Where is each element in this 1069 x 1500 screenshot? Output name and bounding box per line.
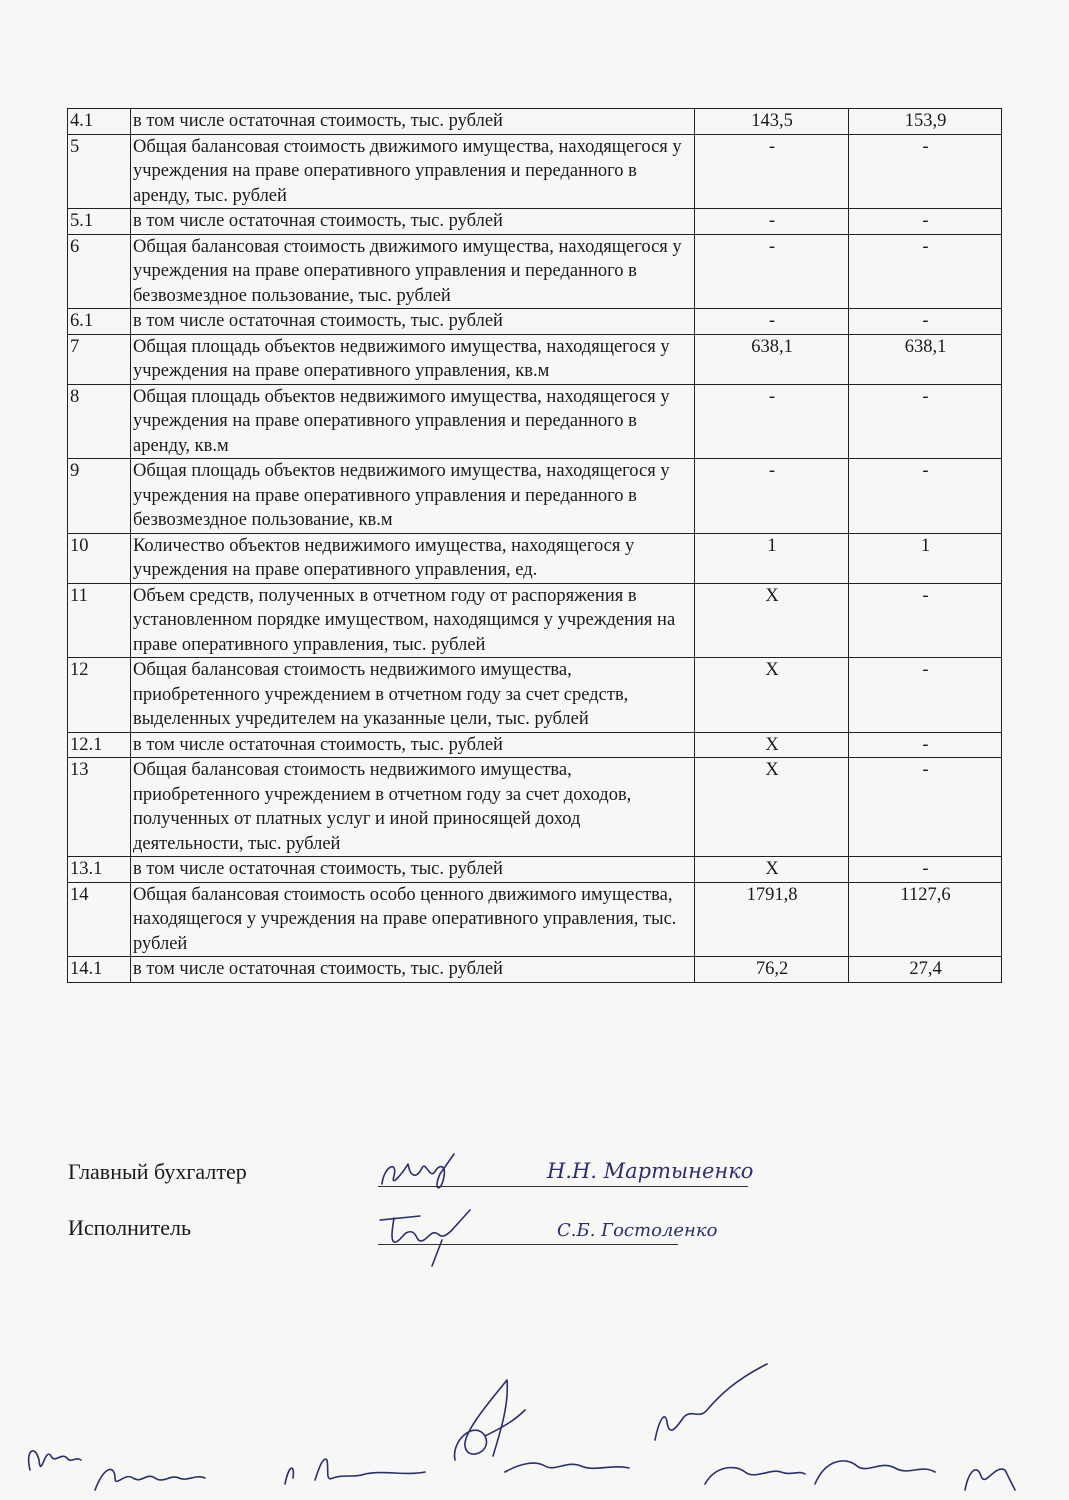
value-previous-year-cell: 76,2 [695, 957, 849, 983]
row-number-cell: 13.1 [68, 857, 131, 883]
table-row [68, 583, 1002, 658]
table-row [68, 957, 1002, 983]
row-number-cell: 5 [68, 134, 131, 209]
value-previous-year-cell: Х [695, 857, 849, 883]
row-description-cell: Общая площадь объектов недвижимого имущества, находящегося у учреждения на праве оперативного управления и переданного в аренду, кв.м [131, 384, 695, 459]
value-reporting-year-cell: 1 [849, 533, 1002, 583]
row-number-cell: 8 [68, 384, 131, 459]
table-row [68, 857, 1002, 883]
value-previous-year-cell: Х [695, 732, 849, 758]
table-row [68, 459, 1002, 534]
table-row [68, 209, 1002, 235]
value-reporting-year-cell: - [849, 309, 1002, 335]
executor-signature [372, 1200, 752, 1270]
row-description-cell: Общая балансовая стоимость недвижимого имущества, приобретенного учреждением в отчетном году за счет доходов, полученных от платных услуг и иной приносящей доход деятельности, тыс. рублей [131, 758, 695, 857]
table-row [68, 109, 1002, 135]
executor-name: С.Б. Гостоленко [557, 1220, 718, 1241]
commission-signatures [15, 1360, 1055, 1500]
value-reporting-year-cell: - [849, 134, 1002, 209]
row-description-cell: Общая балансовая стоимость особо ценного движимого имущества, находящегося у учреждения на праве оперативного управления, тыс. рублей [131, 882, 695, 957]
value-reporting-year-cell: - [849, 459, 1002, 534]
value-reporting-year-cell: - [849, 758, 1002, 857]
row-description-cell: в том числе остаточная стоимость, тыс. рублей [131, 109, 695, 135]
value-reporting-year-cell: - [849, 234, 1002, 309]
value-reporting-year-cell: - [849, 857, 1002, 883]
row-description-cell: Объем средств, полученных в отчетном году от распоряжения в установленном порядке имуществом, находящимся у учреждения на праве оперативного управления, тыс. рублей [131, 583, 695, 658]
table-row [68, 309, 1002, 335]
table-row [68, 758, 1002, 857]
table-row [68, 533, 1002, 583]
row-number-cell: 6 [68, 234, 131, 309]
value-reporting-year-cell: 27,4 [849, 957, 1002, 983]
value-previous-year-cell: Х [695, 583, 849, 658]
value-previous-year-cell: - [695, 209, 849, 235]
value-previous-year-cell: - [695, 459, 849, 534]
row-number-cell: 6.1 [68, 309, 131, 335]
row-number-cell: 14 [68, 882, 131, 957]
value-previous-year-cell: - [695, 134, 849, 209]
row-description-cell: Общая площадь объектов недвижимого имущества, находящегося у учреждения на праве оперативного управления и переданного в безвозмездное пользование, кв.м [131, 459, 695, 534]
value-reporting-year-cell: 153,9 [849, 109, 1002, 135]
value-previous-year-cell: 1791,8 [695, 882, 849, 957]
row-description-cell: в том числе остаточная стоимость, тыс. рублей [131, 209, 695, 235]
row-number-cell: 11 [68, 583, 131, 658]
table-row [68, 882, 1002, 957]
value-previous-year-cell: 638,1 [695, 334, 849, 384]
value-previous-year-cell: - [695, 384, 849, 459]
value-previous-year-cell: - [695, 234, 849, 309]
value-reporting-year-cell: 1127,6 [849, 882, 1002, 957]
executor-label: Исполнитель [68, 1215, 192, 1240]
row-description-cell: в том числе остаточная стоимость, тыс. рублей [131, 857, 695, 883]
table-row [68, 134, 1002, 209]
table-row [68, 234, 1002, 309]
value-previous-year-cell: 1 [695, 533, 849, 583]
value-previous-year-cell: Х [695, 658, 849, 733]
value-reporting-year-cell: - [849, 732, 1002, 758]
row-description-cell: в том числе остаточная стоимость, тыс. рублей [131, 309, 695, 335]
row-number-cell: 7 [68, 334, 131, 384]
row-number-cell: 10 [68, 533, 131, 583]
row-number-cell: 12.1 [68, 732, 131, 758]
value-previous-year-cell: - [695, 309, 849, 335]
row-number-cell: 5.1 [68, 209, 131, 235]
table-row [68, 334, 1002, 384]
value-reporting-year-cell: - [849, 658, 1002, 733]
row-number-cell: 9 [68, 459, 131, 534]
row-description-cell: Общая балансовая стоимость недвижимого имущества, приобретенного учреждением в отчетном году за счет средств, выделенных учредителем на указанные цели, тыс. рублей [131, 658, 695, 733]
row-description-cell: Общая площадь объектов недвижимого имущества, находящегося у учреждения на праве оперативного управления, кв.м [131, 334, 695, 384]
row-description-cell: в том числе остаточная стоимость, тыс. рублей [131, 957, 695, 983]
value-reporting-year-cell: 638,1 [849, 334, 1002, 384]
table-row [68, 658, 1002, 733]
value-previous-year-cell: Х [695, 758, 849, 857]
table-row [68, 732, 1002, 758]
property-report-table [67, 108, 1002, 983]
row-description-cell: в том числе остаточная стоимость, тыс. рублей [131, 732, 695, 758]
row-number-cell: 4.1 [68, 109, 131, 135]
chief-accountant-name: Н.Н. Мартыненко [547, 1159, 754, 1183]
row-description-cell: Общая балансовая стоимость движимого имущества, находящегося у учреждения на праве оперативного управления и переданного в безвозмездное пользование, тыс. рублей [131, 234, 695, 309]
row-description-cell: Количество объектов недвижимого имущества, находящегося у учреждения на праве оперативного управления, ед. [131, 533, 695, 583]
row-number-cell: 12 [68, 658, 131, 733]
table-body [68, 109, 1002, 983]
value-reporting-year-cell: - [849, 384, 1002, 459]
value-reporting-year-cell: - [849, 209, 1002, 235]
chief-accountant-label: Главный бухгалтер [68, 1159, 247, 1184]
value-reporting-year-cell: - [849, 583, 1002, 658]
row-number-cell: 14.1 [68, 957, 131, 983]
table-row [68, 384, 1002, 459]
row-number-cell: 13 [68, 758, 131, 857]
chief-accountant-signature [372, 1146, 772, 1196]
value-previous-year-cell: 143,5 [695, 109, 849, 135]
row-description-cell: Общая балансовая стоимость движимого имущества, находящегося у учреждения на праве оперативного управления и переданного в аренду, тыс. рублей [131, 134, 695, 209]
